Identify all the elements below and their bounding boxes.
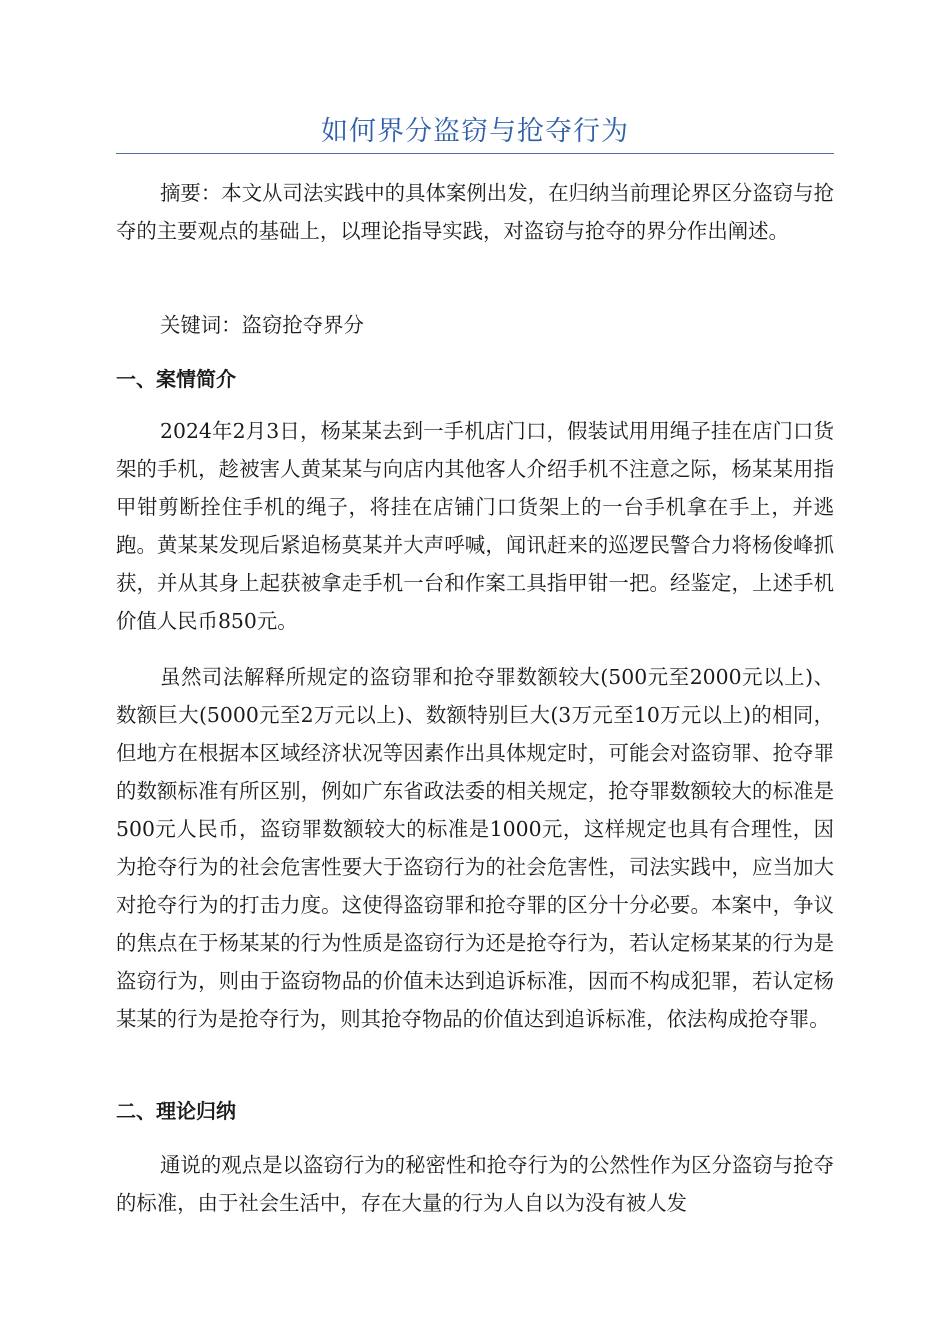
section-heading-case-summary: 一、案情简介 xyxy=(116,367,236,391)
document-title: 如何界分盗窃与抢夺行为 xyxy=(321,116,629,147)
case-analysis-paragraph: 虽然司法解释所规定的盗窃罪和抢夺罪数额较大(500元至2000元以上)、数额巨大(5000元至2万元以上)、数额特别巨大(3万元至10万元以上)的相同，但地方在根据本区域经济状况等因素作出具体规定时，可能会对盗窃罪、抢夺罪的数额标准有所区别，例如广东省政法委的相关规定，抢夺罪数额较大的标准是500元人民币，盗窃罪数额较大的标准是1000元，这样规定也具有合理性，因为抢夺行为的社会危害性要大于盗窃行为的社会危害性，司法实践中，应当加大对抢夺行为的打击力度。这使得盗窃罪和抢夺罪的区分十分必要。本案中，争议的焦点在于杨某某的行为性质是盗窃行为还是抢夺行为，若认定杨某某的行为是盗窃行为，则由于盗窃物品的价值未达到追诉标准，因而不构成犯罪，若认定杨某某的行为是抢夺行为，则其抢夺物品的价值达到追诉标准，依法构成抢夺罪。 xyxy=(116,665,834,1031)
case-summary-paragraph: 2024年2月3日，杨某某去到一手机店门口，假装试用用绳子挂在店门口货架的手机，趁被害人黄某某与向店内其他客人介绍手机不注意之际，杨某某用指甲钳剪断拴住手机的绳子，将挂在店铺门口货架上的一台手机拿在手上，并逃跑。黄某某发现后紧追杨莫某并大声呼喊，闻讯赶来的巡逻民警合力将杨俊峰抓获，并从其身上起获被拿走手机一台和作案工具指甲钳一把。经鉴定，上述手机价值人民币850元。 xyxy=(116,419,834,633)
theory-paragraph: 通说的观点是以盗窃行为的秘密性和抢夺行为的公然性作为区分盗窃与抢夺的标准，由于社会生活中，存在大量的行为人自以为没有被人发 xyxy=(116,1153,834,1215)
section-heading-theory: 二、理论归纳 xyxy=(116,1099,236,1123)
title-underline xyxy=(116,153,834,154)
keywords-line: 关键词：盗窃抢夺界分 xyxy=(160,313,364,337)
abstract-paragraph: 摘要：本文从司法实践中的具体案例出发，在归纳当前理论界区分盗窃与抢夺的主要观点的基础上，以理论指导实践，对盗窃与抢夺的界分作出阐述。 xyxy=(116,181,834,243)
